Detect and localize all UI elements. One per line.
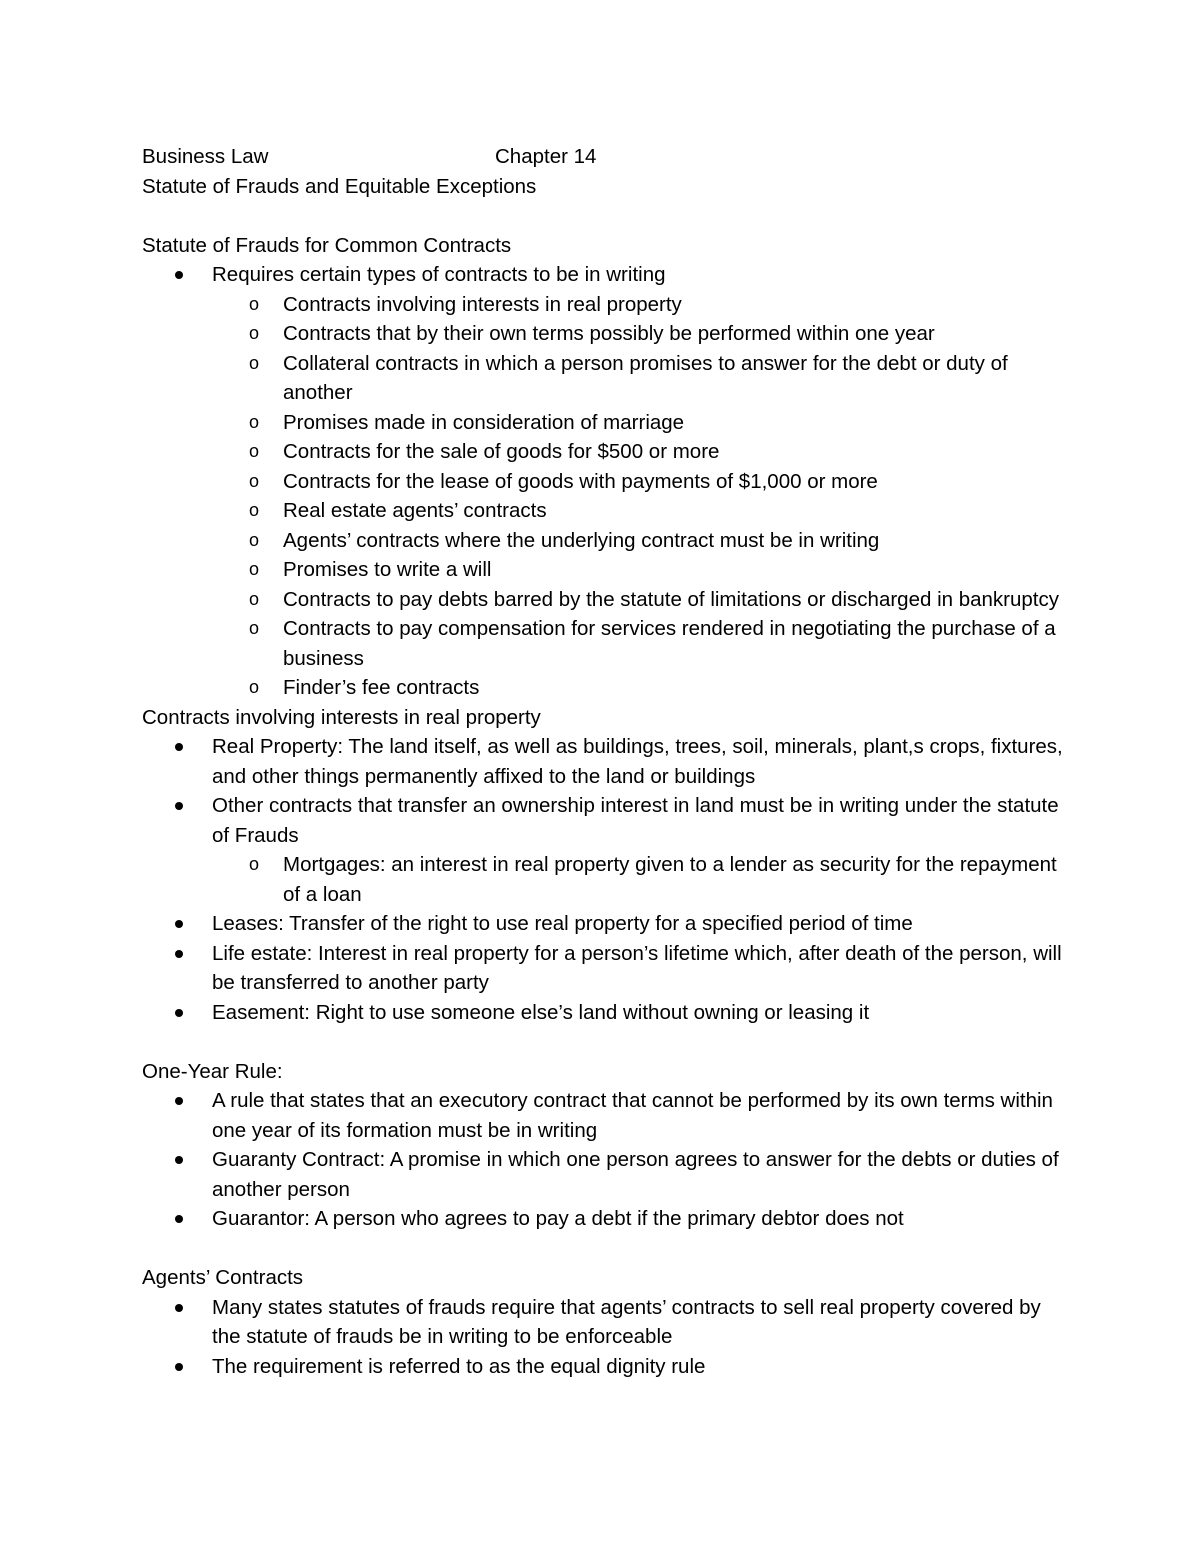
- sub-list-item-text: Real estate agents’ contracts: [283, 499, 547, 522]
- sub-list-item: [212, 850, 1072, 909]
- sub-list-item: [212, 673, 1072, 703]
- hollow-bullet-icon: o: [249, 618, 260, 638]
- hollow-bullet-icon: o: [249, 411, 260, 432]
- list-item-text: Guaranty Contract: A promise in which one person agrees to answer for the debts or duties of another person: [212, 1148, 1059, 1201]
- list-item: [142, 732, 1072, 791]
- sub-list-item-text: Contracts for the lease of goods with payments of $1,000 or more: [283, 469, 878, 493]
- sub-bullet-list: [212, 850, 1072, 909]
- hollow-bullet-icon: o: [249, 352, 260, 373]
- section-heading-common-contracts: Statute of Frauds for Common Contracts: [142, 233, 512, 257]
- list-item-text: Leases: Transfer of the right to use real property for a specified period of time: [212, 912, 913, 935]
- list-item: [142, 1086, 1072, 1145]
- sub-list-item-text: Contracts for the sale of goods for $500 or more: [283, 440, 720, 463]
- blank-line: [142, 1027, 1072, 1057]
- hollow-bullet-icon: o: [249, 470, 260, 491]
- sub-list-item-text: Contracts involving interests in real property: [283, 292, 682, 316]
- bullet-icon: [175, 1009, 183, 1017]
- sub-list-item-text: Mortgages: an interest in real property given to a lender as security for the repayment of a loan: [283, 853, 1057, 906]
- hollow-bullet-icon: o: [249, 500, 260, 520]
- list-item-text: Real Property: The land itself, as well as buildings, trees, soil, minerals, plant,s crops, fixtures, and other things permanently affixed to the land or buildings: [212, 735, 1063, 788]
- chapter-label: Chapter 14: [495, 145, 597, 168]
- bullet-icon: [175, 1304, 183, 1312]
- sub-list-item-text: Contracts to pay compensation for services rendered in negotiating the purchase of a business: [283, 617, 1056, 670]
- sub-list-item: [212, 526, 1072, 556]
- list-item-text: Easement: Right to use someone else’s land without owning or leasing it: [212, 1000, 870, 1024]
- sub-list-item: [212, 614, 1072, 673]
- sub-list-item: [212, 349, 1072, 408]
- list-item: [142, 1293, 1072, 1352]
- hollow-bullet-icon: o: [249, 323, 260, 343]
- section-heading-one-year-rule: One-Year Rule:: [142, 1059, 283, 1083]
- section-heading-real-property: Contracts involving interests in real property: [142, 705, 541, 729]
- list-item: [142, 939, 1072, 998]
- sub-list-item: [212, 555, 1072, 585]
- list-item: [142, 1145, 1072, 1204]
- sub-list-item: [212, 319, 1072, 349]
- sub-list-item: [212, 467, 1072, 497]
- list-item-text: Guarantor: A person who agrees to pay a debt if the primary debtor does not: [212, 1207, 904, 1230]
- list-item-text: The requirement is referred to as the equal dignity rule: [212, 1354, 706, 1378]
- hollow-bullet-icon: o: [249, 559, 260, 579]
- list-item: [142, 909, 1072, 939]
- bullet-icon: [175, 1097, 183, 1105]
- bullet-list: [142, 1293, 1072, 1382]
- list-item: [142, 791, 1072, 909]
- list-item-text: Other contracts that transfer an ownership interest in land must be in writing under the statute of Frauds: [212, 794, 1059, 847]
- bullet-icon: [175, 1215, 183, 1223]
- bullet-list: [142, 1086, 1072, 1234]
- sub-list-item-text: Finder’s fee contracts: [283, 676, 480, 699]
- section-heading-agents-contracts: Agents’ Contracts: [142, 1266, 304, 1289]
- bullet-list: [142, 732, 1072, 1027]
- list-item-text: Many states statutes of frauds require that agents’ contracts to sell real property covered by the statute of frauds be in writing to be enforceable: [212, 1295, 1041, 1348]
- sub-list-item-text: Agents’ contracts where the underlying contract must be in writing: [283, 528, 880, 552]
- bullet-icon: [175, 271, 183, 279]
- sub-list-item: [212, 437, 1072, 467]
- header-row: [142, 142, 1072, 172]
- document-content: [142, 142, 1072, 1381]
- hollow-bullet-icon: o: [249, 529, 260, 550]
- list-item-text: Requires certain types of contracts to be in writing: [212, 263, 666, 286]
- hollow-bullet-icon: o: [249, 588, 260, 609]
- hollow-bullet-icon: o: [249, 293, 260, 314]
- bullet-icon: [175, 1363, 183, 1371]
- bullet-icon: [175, 1156, 183, 1164]
- sub-list-item: [212, 496, 1072, 526]
- list-item-text: Life estate: Interest in real property for a person’s lifetime which, after death of the person, will be transferred to another party: [212, 941, 1062, 994]
- list-item: [142, 1204, 1072, 1234]
- sub-list-item: [212, 585, 1072, 615]
- bullet-list: [142, 260, 1072, 703]
- sub-list-item-text: Collateral contracts in which a person promises to answer for the debt or duty of another: [283, 351, 1008, 404]
- sub-list-item-text: Contracts that by their own terms possibly be performed within one year: [283, 322, 935, 345]
- bullet-icon: [175, 950, 183, 958]
- list-item: [142, 998, 1072, 1028]
- list-item-text: A rule that states that an executory contract that cannot be performed by its own terms within one year of its formation must be in writing: [212, 1089, 1053, 1142]
- blank-line: [142, 1234, 1072, 1264]
- bullet-icon: [175, 802, 183, 810]
- sub-list-item-text: Contracts to pay debts barred by the statute of limitations or discharged in bankruptcy: [283, 587, 1059, 611]
- sub-list-item: [212, 408, 1072, 438]
- hollow-bullet-icon: o: [249, 854, 260, 874]
- blank-line: [142, 201, 1072, 231]
- hollow-bullet-icon: o: [249, 677, 260, 697]
- sub-list-item-text: Promises to write a will: [283, 558, 492, 581]
- list-item: [142, 260, 1072, 703]
- sub-list-item: [212, 290, 1072, 320]
- bullet-icon: [175, 920, 183, 928]
- list-item: [142, 1352, 1072, 1382]
- bullet-icon: [175, 743, 183, 751]
- sub-bullet-list: [212, 290, 1072, 703]
- hollow-bullet-icon: o: [249, 441, 260, 461]
- sub-list-item-text: Promises made in consideration of marriage: [283, 410, 685, 434]
- document-title: Statute of Frauds and Equitable Exceptions: [142, 174, 537, 198]
- course-name: Business Law: [142, 145, 269, 168]
